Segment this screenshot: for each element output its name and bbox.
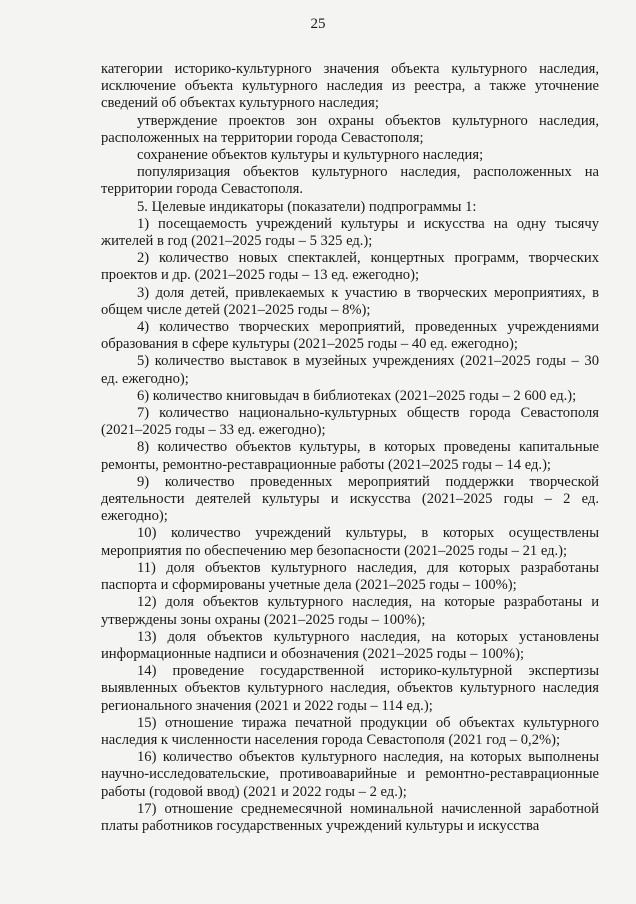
paragraph: 17) отношение среднемесячной номинальной начисленной заработной платы работников государственных учреждений культуры и искусства [101,800,599,834]
paragraph: категории историко-культурного значения объекта культурного наследия, исключение объекта культурного наследия из реестра, а также уточнение сведений об объектах культурного наследия; [101,61,599,112]
paragraph: 16) количество объектов культурного наследия, на которых выполнены научно-исследовательские, противоаварийные и ремонтно-реставрационные работы (годовой ввод) (2021 и 2022 годы – 2 ед.); [101,749,599,800]
paragraph: 12) доля объектов культурного наследия, на которые разработаны и утверждены зоны охраны (2021–2025 годы – 100%); [101,594,599,628]
paragraph: 11) доля объектов культурного наследия, для которых разработаны паспорта и сформированы учетные дела (2021–2025 годы – 100%); [101,559,599,594]
paragraph: 7) количество национально-культурных обществ города Севастополя (2021–2025 годы – 33 ед. ежегодно); [101,405,599,439]
paragraph: 6) количество книговыдач в библиотеках (2021–2025 годы – 2 600 ед.); [137,387,577,404]
document-body [101,61,599,835]
paragraph: 2) количество новых спектаклей, концертных программ, творческих проектов и др. (2021–2025 годы – 13 ед. ежегодно); [101,250,599,284]
paragraph: утверждение проектов зон охраны объектов культурного наследия, расположенных на территории города Севастополя; [101,112,599,146]
paragraph: 10) количество учреждений культуры, в которых осуществлены мероприятия по обеспечению мер безопасности (2021–2025 годы – 21 ед.); [101,525,599,559]
paragraph: сохранение объектов культуры и культурного наследия; [137,147,484,164]
page-number: 25 [310,16,326,32]
paragraph: 1) посещаемость учреждений культуры и искусства на одну тысячу жителей в год (2021–2025 годы – 5 325 ед.); [101,215,599,250]
paragraph: 14) проведение государственной историко-культурной экспертизы выявленных объектов культурного наследия, объектов культурного наследия регионального значения (2021 и 2022 годы – 114 ед.); [101,663,599,714]
paragraph: 3) доля детей, привлекаемых к участию в творческих мероприятиях, в общем числе детей (2021–2025 годы – 8%); [101,284,599,318]
paragraph: 9) количество проведенных мероприятий поддержки творческой деятельности деятелей культуры и искусства (2021–2025 годы – 2 ед. ежегодно); [101,473,599,525]
paragraph: 5. Целевые индикаторы (показатели) подпрограммы 1: [137,198,477,215]
paragraph: 4) количество творческих мероприятий, проведенных учреждениями образования в сфере культуры (2021–2025 годы – 40 ед. ежегодно); [101,319,599,353]
paragraph: 13) доля объектов культурного наследия, на которых установлены информационные надписи и обозначения (2021–2025 годы – 100%); [101,628,599,662]
paragraph: 8) количество объектов культуры, в которых проведены капитальные ремонты, ремонтно-реставрационные работы (2021–2025 годы – 14 ед.); [101,439,599,473]
paragraph: 5) количество выставок в музейных учреждениях (2021–2025 годы – 30 ед. ежегодно); [101,353,599,387]
paragraph: 15) отношение тиража печатной продукции об объектах культурного наследия к численности населения города Севастополя (2021 год – 0,2%); [101,714,599,748]
paragraph: популяризация объектов культурного наследия, расположенных на территории города Севастополя. [101,164,599,198]
